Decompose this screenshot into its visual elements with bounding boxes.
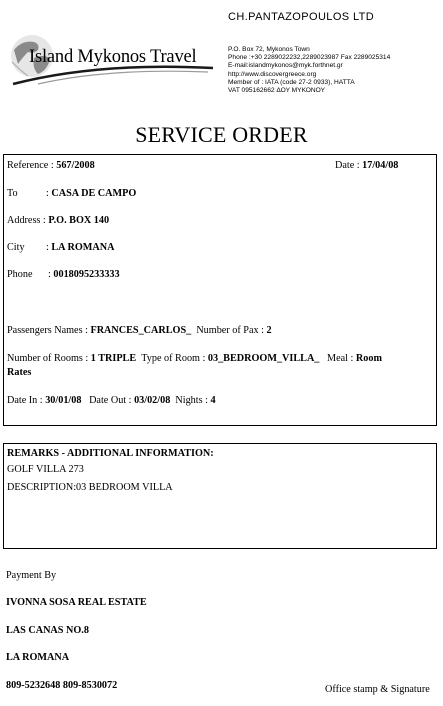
date-in-value: 30/01/08 — [45, 395, 82, 406]
pax-label: Number of Pax : — [196, 325, 267, 336]
reference-value: 567/2008 — [56, 160, 95, 171]
rooms-row — [7, 353, 382, 364]
rooms-value: 1 TRIPLE — [90, 353, 137, 364]
document-title: SERVICE ORDER — [135, 122, 308, 147]
to-row — [7, 188, 136, 199]
phone-colon: : — [48, 269, 54, 280]
date-row — [335, 160, 398, 171]
address-value: P.O. BOX 140 — [48, 215, 110, 226]
remarks-heading: REMARKS - ADDITIONAL INFORMATION: — [7, 448, 214, 459]
meal-value-line1: Room — [355, 353, 382, 364]
city-label: City — [7, 242, 25, 253]
payment-name: IVONNA SOSA REAL ESTATE — [6, 597, 147, 608]
company-info-line: Phone :+30 2289022232,2289023987 Fax 2289025314 — [228, 54, 391, 62]
company-info-line: E-mail:islandmykonos@myk.forthnet.gr — [228, 62, 343, 70]
city-value: LA ROMANA — [51, 242, 115, 253]
dates-row — [7, 395, 216, 406]
logo-text: Island Mykonos Travel — [29, 47, 197, 67]
city-colon: : — [46, 242, 52, 253]
date-label: Date : — [335, 160, 363, 171]
meal-label: Meal : — [327, 353, 356, 364]
company-info-line: VAT 095162662 ΔΟΥ ΜΥΚΟΝΟΥ — [228, 87, 325, 95]
address-label: Address : — [7, 215, 49, 226]
to-colon: : — [46, 188, 52, 199]
payment-street: LAS CANAS NO.8 — [6, 625, 89, 636]
phone-label: Phone — [7, 269, 33, 280]
to-label: To — [7, 188, 18, 199]
room-type-value: 03_BEDROOM_VILLA_ — [207, 353, 320, 364]
pax-value: 2 — [266, 325, 272, 336]
company-name: CH.PANTAZOPOULOS LTD — [228, 11, 375, 23]
rooms-label: Number of Rooms : — [7, 353, 91, 364]
payment-label: Payment By — [6, 570, 57, 581]
payment-phones: 809-5232648 809-8530072 — [6, 680, 118, 691]
to-value: CASA DE CAMPO — [51, 188, 137, 199]
city-row — [7, 242, 115, 253]
passengers-label: Passengers Names : — [7, 325, 91, 336]
date-in-label: Date In : — [7, 395, 46, 406]
remarks-box — [3, 443, 437, 549]
reference-row — [7, 160, 95, 171]
room-type-label: Type of Room : — [141, 353, 208, 364]
meal-value-line2: Rates — [7, 367, 32, 378]
passengers-value: FRANCES_CARLOS_ — [90, 325, 192, 336]
phone-value: 0018095233333 — [53, 269, 120, 280]
company-info-line: P.O. Box 72, Mykonos Town — [228, 46, 310, 53]
nights-value: 4 — [210, 395, 216, 406]
reference-label: Reference : — [7, 160, 57, 171]
office-stamp-label: Office stamp & Signature — [325, 684, 430, 695]
passengers-row — [7, 325, 272, 336]
phone-row — [7, 269, 120, 280]
payment-city: LA ROMANA — [6, 652, 70, 663]
order-details-box — [3, 154, 437, 426]
remarks-line: GOLF VILLA 273 — [7, 464, 84, 475]
nights-label: Nights : — [175, 395, 211, 406]
company-info-line: http://www.discovergreece.org — [228, 70, 317, 78]
date-out-label: Date Out : — [89, 395, 135, 406]
date-out-value: 03/02/08 — [134, 395, 171, 406]
address-row — [7, 215, 109, 226]
remarks-line: DESCRIPTION:03 BEDROOM VILLA — [7, 482, 173, 493]
date-value: 17/04/08 — [362, 160, 399, 171]
company-contact-info — [228, 46, 390, 95]
company-info-line: Member of : IATA (code 27-2 0933), HATTA — [228, 78, 355, 86]
